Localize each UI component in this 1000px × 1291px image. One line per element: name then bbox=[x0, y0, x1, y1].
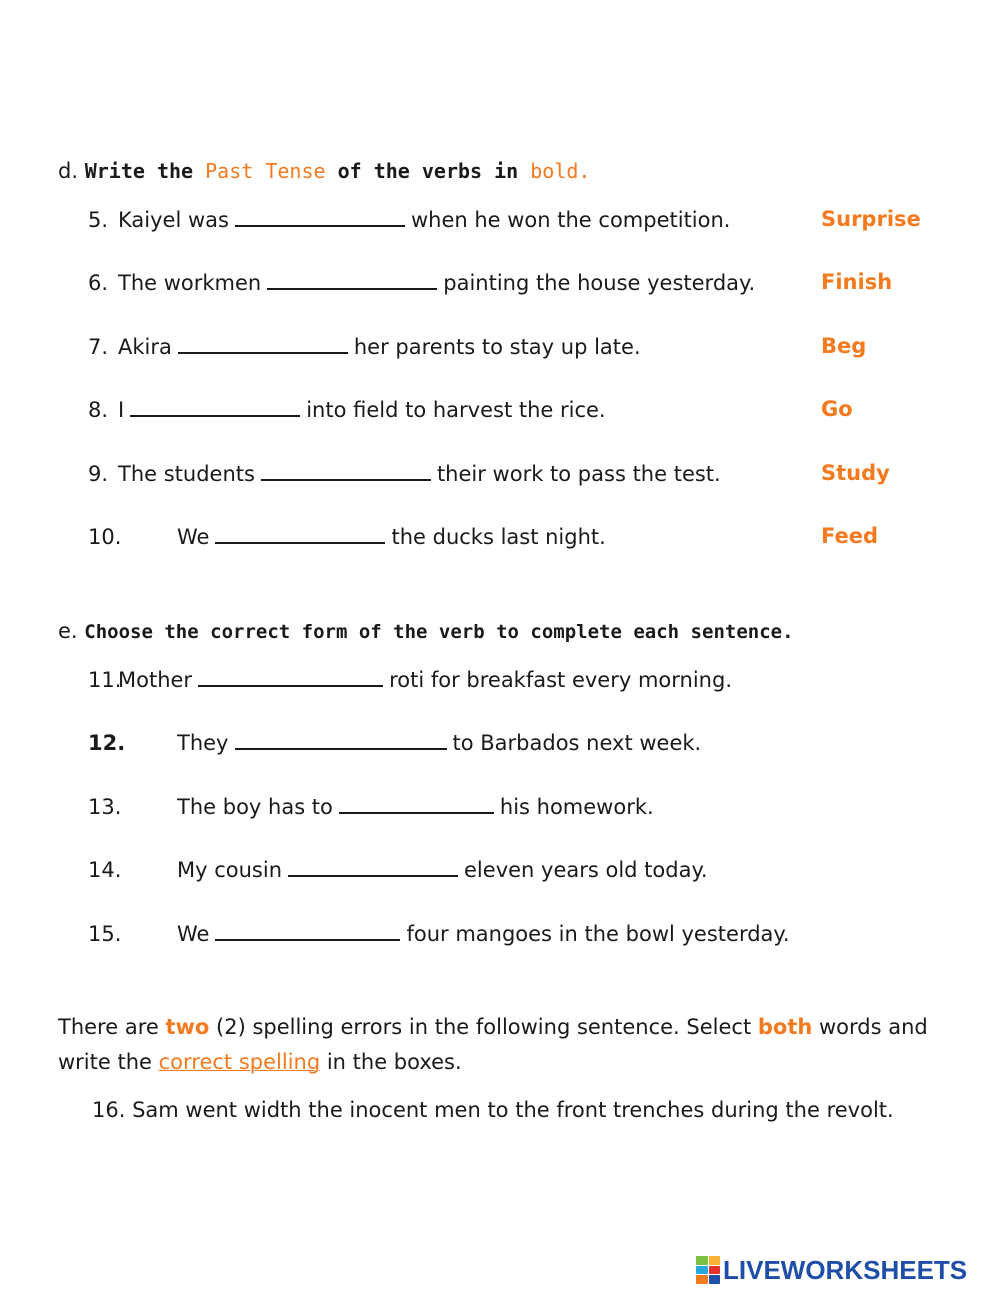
question-number: 6. bbox=[88, 271, 109, 295]
section-e-instruction: Choose the correct form of the verb to complete each sentence. bbox=[84, 621, 794, 643]
question-number: 5. bbox=[88, 208, 109, 232]
verb-hint: Feed bbox=[821, 524, 879, 548]
brand-mark-icon bbox=[696, 1256, 720, 1284]
question-12 bbox=[88, 728, 701, 757]
answer-blank[interactable] bbox=[288, 855, 458, 877]
verb-hint: Beg bbox=[821, 334, 867, 358]
question-text-after: eleven years old today. bbox=[464, 858, 708, 882]
spelling-highlight-correct-spelling: correct spelling bbox=[158, 1050, 321, 1074]
question-13 bbox=[88, 792, 654, 821]
section-d-letter: d. bbox=[58, 159, 79, 183]
section-e-heading bbox=[58, 617, 794, 646]
answer-blank[interactable] bbox=[261, 459, 431, 481]
question-7 bbox=[88, 332, 641, 361]
spelling-text: words and bbox=[812, 1015, 928, 1039]
question-number: 8. bbox=[88, 398, 109, 422]
question-text-before: Kaiyel was bbox=[118, 208, 229, 232]
question-text-after: their work to pass the test. bbox=[436, 462, 721, 486]
question-14 bbox=[88, 855, 708, 884]
question-text-before: Mother bbox=[118, 668, 193, 692]
question-6 bbox=[88, 268, 755, 297]
answer-blank[interactable] bbox=[235, 205, 405, 227]
question-text-before: The students bbox=[118, 462, 255, 486]
question-5 bbox=[88, 205, 730, 234]
question-text-after: into field to harvest the rice. bbox=[306, 398, 606, 422]
spelling-highlight-two: two bbox=[165, 1015, 210, 1039]
spelling-instruction-line1 bbox=[58, 1013, 928, 1041]
answer-blank[interactable] bbox=[235, 728, 447, 750]
verb-hint: Go bbox=[821, 397, 853, 421]
spelling-text: (2) spelling errors in the following sentence. Select bbox=[209, 1015, 758, 1039]
question-number: 14. bbox=[88, 858, 122, 882]
verb-hint: Study bbox=[821, 461, 890, 485]
section-e-letter: e. bbox=[58, 619, 78, 643]
question-text-after: four mangoes in the bowl yesterday. bbox=[406, 922, 790, 946]
verb-hint: Surprise bbox=[821, 207, 921, 231]
spelling-highlight-both: both bbox=[757, 1015, 813, 1039]
question-text-before: Akira bbox=[118, 335, 172, 359]
question-11 bbox=[88, 665, 732, 694]
answer-blank[interactable] bbox=[198, 665, 383, 687]
question-text-before: We bbox=[177, 922, 210, 946]
section-d-highlight-past-tense: Past Tense bbox=[205, 159, 326, 183]
spelling-instruction-line2 bbox=[58, 1048, 462, 1076]
spelling-text: in the boxes. bbox=[320, 1050, 462, 1074]
question-16[interactable]: 16. Sam went width the inocent men to the front trenches during the revolt. bbox=[92, 1098, 894, 1122]
verb-hint: Finish bbox=[821, 270, 893, 294]
answer-blank[interactable] bbox=[215, 522, 385, 544]
answer-blank[interactable] bbox=[339, 792, 494, 814]
question-text-after: painting the house yesterday. bbox=[443, 271, 756, 295]
question-number: 12. bbox=[88, 731, 126, 755]
question-text-after: his homework. bbox=[499, 795, 654, 819]
question-8 bbox=[88, 395, 606, 424]
question-10 bbox=[88, 522, 606, 551]
answer-blank[interactable] bbox=[130, 395, 300, 417]
brand-name: LIVEWORKSHEETS bbox=[723, 1254, 968, 1285]
question-text-before: My cousin bbox=[177, 858, 283, 882]
question-number: 15. bbox=[88, 922, 122, 946]
question-text-after: the ducks last night. bbox=[391, 525, 606, 549]
section-d-heading bbox=[58, 157, 590, 185]
spelling-text: There are bbox=[58, 1015, 166, 1039]
question-text-after: roti for breakfast every morning. bbox=[389, 668, 732, 692]
question-number: 10. bbox=[88, 525, 122, 549]
question-15 bbox=[88, 919, 790, 948]
question-text-before: I bbox=[118, 398, 125, 422]
question-text-before: The workmen bbox=[118, 271, 262, 295]
question-text-after: when he won the competition. bbox=[410, 208, 731, 232]
section-d-instruction-part1: Write the bbox=[84, 159, 206, 183]
question-9 bbox=[88, 459, 721, 488]
spelling-text: write the bbox=[58, 1050, 159, 1074]
question-text-before: They bbox=[177, 731, 229, 755]
liveworksheets-logo bbox=[696, 1254, 967, 1286]
question-text-before: We bbox=[177, 525, 210, 549]
section-d-instruction-part2: of the verbs in bbox=[325, 159, 531, 183]
question-text-after: her parents to stay up late. bbox=[353, 335, 641, 359]
question-number: 13. bbox=[88, 795, 122, 819]
question-number: 9. bbox=[88, 462, 109, 486]
question-number: 11. bbox=[88, 668, 122, 692]
question-number: 7. bbox=[88, 335, 109, 359]
answer-blank[interactable] bbox=[267, 268, 437, 290]
question-text-before: The boy has to bbox=[177, 795, 333, 819]
answer-blank[interactable] bbox=[178, 332, 348, 354]
question-text-after: to Barbados next week. bbox=[452, 731, 702, 755]
answer-blank[interactable] bbox=[215, 919, 400, 941]
section-d-highlight-bold: bold. bbox=[530, 159, 591, 183]
